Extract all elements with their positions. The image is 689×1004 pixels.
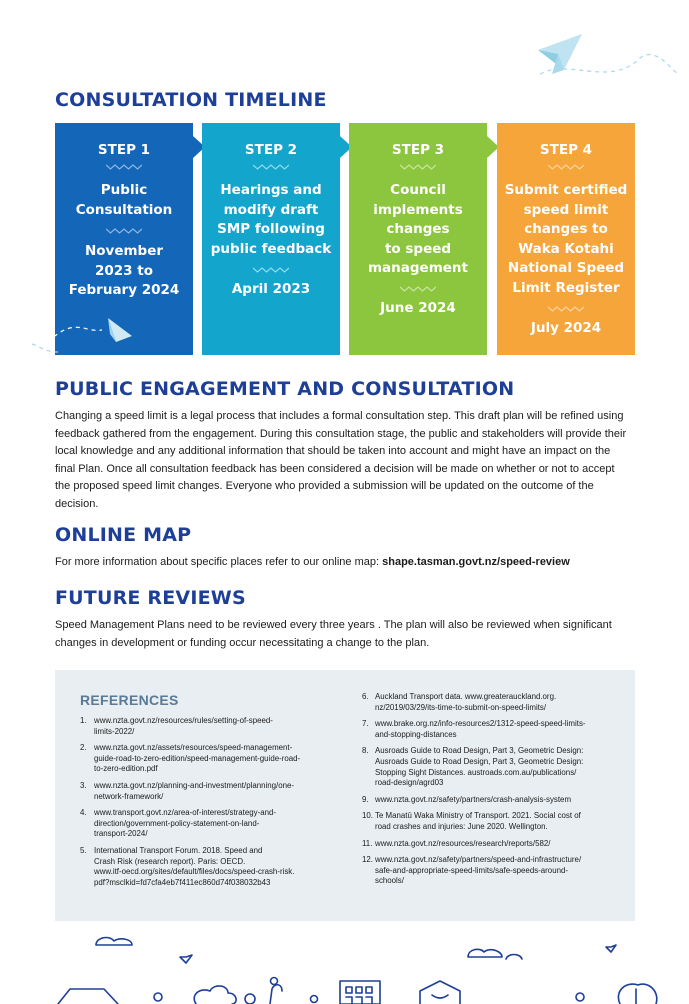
timeline-heading: CONSULTATION TIMELINE xyxy=(55,89,327,111)
engagement-paragraph: Changing a speed limit is a legal process that includes a formal consultation step. This draft plan will be refined using feedback gathered from the engagement. During this consultation stage, the public and stakeholders will provide their local knowledge and any additional information that should be taken into account and might have an impact on the final Plan. Once all consultation feedback has been considered a decision will be made on whether or not to accept the proposed speed limit changes. Everyone who provided a submission will be updated on the outcome of the decision. xyxy=(55,410,627,510)
cloud-icon xyxy=(506,955,522,960)
bird-icon xyxy=(180,955,192,963)
wave-divider-icon xyxy=(400,163,436,171)
future-reviews-paragraph: Speed Management Plans need to be reviewed every three years . The plan will also be reviewed when significant changes in development or funding occur necessitating a change to the plan. xyxy=(55,619,612,649)
tree-icon xyxy=(194,986,236,1004)
footer-illustration xyxy=(0,925,689,1004)
step-description: Council implements changes to speed management xyxy=(367,182,468,276)
bicycle-icon xyxy=(245,994,255,1004)
step-description: Public Consultation xyxy=(75,182,173,218)
wave-divider-icon xyxy=(548,163,584,171)
school-icon xyxy=(420,981,460,1004)
reference-item: 6. Auckland Transport data. www.greaterauckland.org. nz/2019/03/29/its-time-to-submit-on-speed-limits/ xyxy=(362,692,557,712)
wave-divider-icon xyxy=(106,227,142,235)
step-date: November 2023 to February 2024 xyxy=(68,243,180,298)
step-label: STEP 2 xyxy=(244,142,298,158)
engagement-heading: PUBLIC ENGAGEMENT AND CONSULTATION xyxy=(55,378,515,400)
reference-item: 11. www.nzta.govt.nz/resources/research/reports/582/ xyxy=(362,838,551,848)
online-map-paragraph: For more information about specific places refer to our online map: shape.tasman.govt.nz/speed-review xyxy=(55,556,570,568)
reference-item: 8. Ausroads Guide to Road Design, Part 3, Geometric Design: Ausroads Guide to Road Design, Part 3, Geometric Design: Stopping Sight Distances. austroads.com.au/publications/ road-design/agrd03 xyxy=(362,746,584,788)
step-description: Hearings and modify draft SMP following public feedback xyxy=(210,182,332,257)
step-label: STEP 3 xyxy=(391,142,445,158)
tree-icon xyxy=(618,984,656,1004)
timeline-step-4 xyxy=(497,123,635,355)
timeline-step-3 xyxy=(349,123,487,355)
timeline-step-2 xyxy=(202,123,340,355)
paper-plane-icon xyxy=(30,312,140,360)
tree-icon xyxy=(154,993,162,1001)
reference-item: 2. www.nzta.govt.nz/assets/resources/speed-management- guide-road-to-zero-edition/speed-management-guide-road- to-zero-edition.pdf xyxy=(80,743,301,774)
wave-divider-icon xyxy=(400,285,436,293)
references-list-right xyxy=(362,692,624,893)
step-date: April 2023 xyxy=(231,281,311,297)
reference-item: 12. www.nzta.govt.nz/safety/partners/speed-and-infrastructure/ safe-and-appropriate-speed-limits/safe-speeds-around- schools/ xyxy=(362,855,582,886)
reference-item: 9. www.nzta.govt.nz/safety/partners/crash-analysis-system xyxy=(362,794,572,804)
person-icon xyxy=(271,978,278,985)
reference-item: 10. Te Manatū Waka Ministry of Transport. 2021. Social cost of road crashes and injuries: June 2020. Wellington. xyxy=(362,811,581,831)
step-date: July 2024 xyxy=(530,320,602,336)
reference-item: 4. www.transport.govt.nz/area-of-interest/strategy-and- direction/government-policy-statement-on-land- transport-2024/ xyxy=(80,808,277,839)
step-label: STEP 1 xyxy=(97,142,151,158)
cloud-icon xyxy=(468,949,502,957)
step-label: STEP 4 xyxy=(539,142,593,158)
step-description: Submit certified speed limit changes to Waka Kotahi National Speed Limit Register xyxy=(504,182,628,296)
references-list-left xyxy=(80,716,342,894)
tree-icon xyxy=(576,993,584,1001)
wave-divider-icon xyxy=(548,305,584,313)
bird-icon xyxy=(606,945,616,952)
reference-item: 3. www.nzta.govt.nz/planning-and-investment/planning/one- network-framework/ xyxy=(80,780,295,801)
online-map-link[interactable]: shape.tasman.govt.nz/speed-review xyxy=(382,556,570,568)
reference-item: 7. www.brake.org.nz/info-resources2/1312-speed-speed-limits- and-stopping-distances xyxy=(362,719,586,739)
bicycle-icon xyxy=(311,996,318,1003)
reference-item: 1. www.nzta.govt.nz/resources/rules/setting-of-speed- limits-2022/ xyxy=(80,716,273,736)
cloud-icon xyxy=(96,938,132,945)
wave-divider-icon xyxy=(253,266,289,274)
person-icon xyxy=(270,985,282,1004)
reference-item: 5. International Transport Forum. 2018. Speed and Crash Risk (research report). Paris: OECD. www.itf-oecd.org/sites/default/files/docs/speed-crash-risk. pdf?msclkid=fd7cfa4eb7f411ec860d74f038032b43 xyxy=(80,845,295,887)
house-icon xyxy=(58,989,118,1004)
references-title: REFERENCES xyxy=(80,692,179,708)
step-date: June 2024 xyxy=(380,300,456,316)
future-reviews-heading: FUTURE REVIEWS xyxy=(55,587,246,609)
wave-divider-icon xyxy=(253,163,289,171)
online-map-heading: ONLINE MAP xyxy=(55,524,192,546)
wave-divider-icon xyxy=(106,163,142,171)
paper-plane-icon xyxy=(520,28,680,108)
